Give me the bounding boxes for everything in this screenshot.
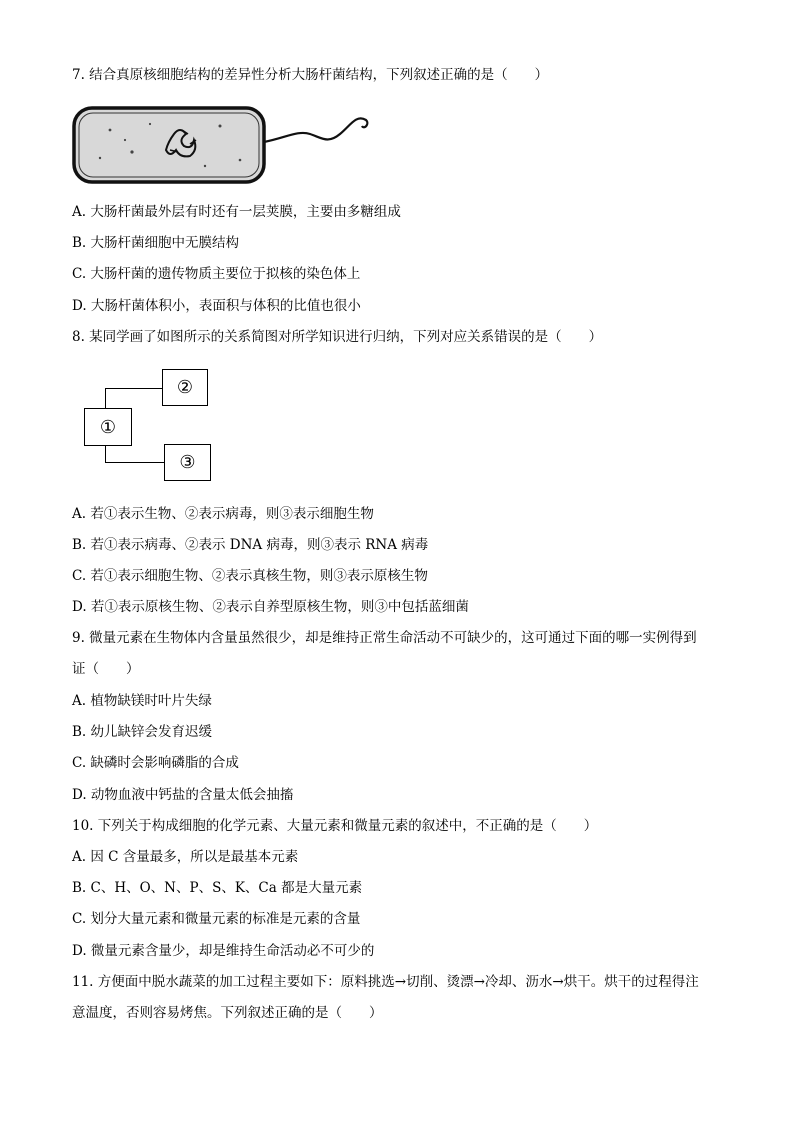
q7-option-a: A. 大肠杆菌最外层有时还有一层荚膜，主要由多糖组成: [72, 204, 401, 220]
q9-option-d: D. 动物血液中钙盐的含量太低会抽搐: [72, 787, 294, 803]
q9-option-b: B. 幼儿缺锌会发育迟缓: [72, 724, 213, 740]
q8-option-c: C. 若①表示细胞生物、②表示真核生物，则③表示原核生物: [72, 568, 428, 584]
q8-option-a: A. 若①表示生物、②表示病毒，则③表示细胞生物: [72, 506, 374, 522]
q10-option-d: D. 微量元素含量少，却是维持生命活动必不可少的: [72, 943, 375, 959]
q10-option-a: A. 因 C 含量最多，所以是最基本元素: [72, 849, 299, 865]
q8-stem: 8. 某同学画了如图所示的关系简图对所学知识进行归纳，下列对应关系错误的是（ ）: [72, 329, 603, 345]
q9-stem-line-2: 证（ ）: [72, 661, 140, 677]
connector-top-vertical: [105, 388, 106, 408]
diagram-box-1: ①: [84, 408, 132, 446]
q10-option-c: C. 划分大量元素和微量元素的标准是元素的含量: [72, 911, 361, 927]
e-coli-illustration: [70, 100, 370, 192]
q9-stem-line-1: 9. 微量元素在生物体内含量虽然很少，却是维持正常生命活动不可缺少的，这可通过下面的哪一实例得到: [72, 630, 697, 646]
q7-option-b: B. 大肠杆菌细胞中无膜结构: [72, 235, 240, 251]
q7-stem: 7. 结合真原核细胞结构的差异性分析大肠杆菌结构，下列叙述正确的是（ ）: [72, 67, 549, 83]
q7-option-c: C. 大肠杆菌的遗传物质主要位于拟核的染色体上: [72, 266, 361, 282]
connector-top-horizontal: [105, 388, 162, 389]
q9-option-a: A. 植物缺镁时叶片失绿: [72, 693, 212, 709]
q9-option-c: C. 缺磷时会影响磷脂的合成: [72, 755, 239, 771]
q8-option-b: B. 若①表示病毒、②表示 DNA 病毒，则③表示 RNA 病毒: [72, 537, 429, 553]
connector-bottom-horizontal: [105, 462, 164, 463]
q10-stem: 10. 下列关于构成细胞的化学元素、大量元素和微量元素的叙述中，不正确的是（ ）: [72, 818, 598, 834]
q11-stem-line-1: 11. 方便面中脱水蔬菜的加工过程主要如下：原料挑选→切削、烫漂→冷却、沥水→烘干。烘干的过程得注: [72, 974, 699, 990]
q11-stem-line-2: 意温度，否则容易烤焦。下列叙述正确的是（ ）: [72, 1005, 383, 1021]
diagram-box-3: ③: [164, 444, 211, 481]
connector-bottom-vertical: [105, 446, 106, 462]
q8-option-d: D. 若①表示原核生物、②表示自养型原核生物，则③中包括蓝细菌: [72, 599, 469, 615]
diagram-box-2: ②: [162, 369, 208, 406]
relationship-diagram: [78, 364, 228, 488]
q7-option-d: D. 大肠杆菌体积小，表面积与体积的比值也很小: [72, 298, 361, 314]
q10-option-b: B. C、H、O、N、P、S、K、Ca 都是大量元素: [72, 880, 363, 896]
